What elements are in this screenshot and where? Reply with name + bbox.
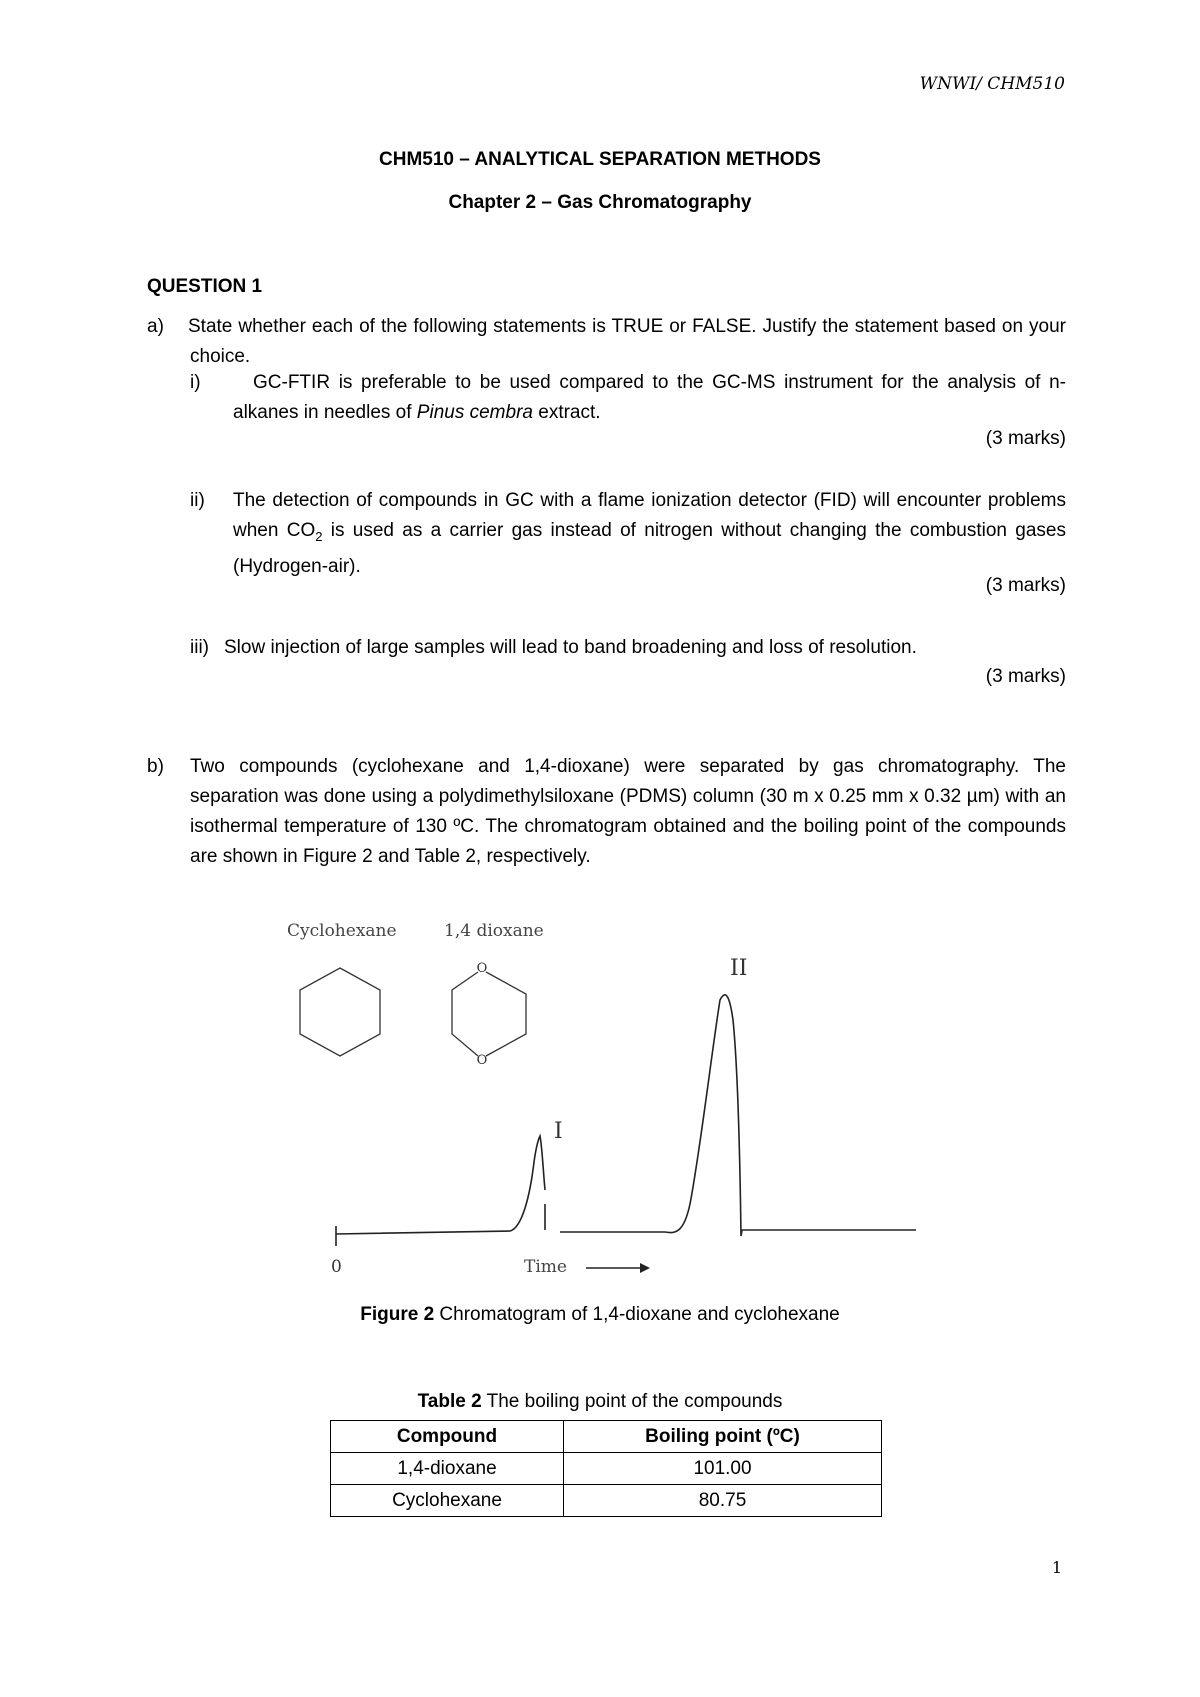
- item-iii-text: Slow injection of large samples will lead to band broadening and loss of resolution.: [224, 637, 917, 658]
- table-row: [331, 1453, 882, 1485]
- part-a-intro: State whether each of the following statements is TRUE or FALSE. Justify the statement based on your choice.: [188, 316, 1066, 367]
- table-header-compound: Compound: [331, 1421, 564, 1453]
- item-i-label: i): [190, 372, 201, 393]
- table-cell: 1,4-dioxane: [331, 1453, 564, 1485]
- arrow-head-icon: [640, 1263, 650, 1273]
- page-number: 1: [1051, 1558, 1062, 1577]
- item-ii-marks: (3 marks): [985, 575, 1066, 596]
- part-b-label: b): [147, 756, 164, 777]
- chromatogram-trace-2: [560, 995, 916, 1236]
- cyclohexane-structure: [300, 968, 380, 1056]
- chromatogram-figure: [0, 900, 1200, 1280]
- table-cell: 80.75: [564, 1485, 882, 1517]
- part-a-label: a): [147, 316, 164, 337]
- table-header-row: [331, 1421, 882, 1453]
- table-cell: Cyclohexane: [331, 1485, 564, 1517]
- item-iii-label: iii): [190, 637, 209, 658]
- figure-caption: Figure 2 Chromatogram of 1,4-dioxane and cyclohexane: [360, 1304, 840, 1325]
- item-i-text: GC-FTIR is preferable to be used compared to the GC-MS instrument for the analysis of n-alkanes in needles of Pinus cembra extract.: [233, 372, 1066, 423]
- peak-1-label: I: [554, 1119, 563, 1144]
- chromatogram-trace: [336, 1136, 545, 1234]
- dioxane-structure: [486, 972, 526, 1056]
- item-i-marks: (3 marks): [985, 428, 1066, 449]
- course-code-header: WNWI/ CHM510: [919, 74, 1065, 94]
- peak-2-label: II: [730, 956, 748, 981]
- table-cell: 101.00: [564, 1453, 882, 1485]
- part-b-text: Two compounds (cyclohexane and 1,4-dioxane) were separated by gas chromatography. The separation was done using a polydimethylsiloxane (PDMS) column (30 m x 0.25 mm x 0.32 µm) with an isothermal temperature of 130 ºC. The chromatogram obtained and the boiling point of the compounds are shown in Figure 2 and Table 2, respectively.: [190, 756, 1066, 867]
- item-iii-marks: (3 marks): [985, 666, 1066, 687]
- item-ii-text: The detection of compounds in GC with a flame ionization detector (FID) will encounter problems when $CO_2$ is used as a carrier gas instead of nitrogen without changing the combustion gases (Hydrogen-air).: [233, 490, 1066, 577]
- cyclohexane-label: Cyclohexane: [287, 921, 397, 941]
- table-header-boiling-point: Boiling point (ºC): [564, 1421, 882, 1453]
- oxygen-atom-bottom: O: [476, 1053, 488, 1068]
- axis-origin-label: 0: [331, 1257, 342, 1277]
- axis-time-label: Time: [524, 1257, 567, 1277]
- dioxane-label: 1,4 dioxane: [444, 921, 544, 941]
- table-caption: Table 2 The boiling point of the compounds: [417, 1391, 783, 1412]
- chapter-title: Chapter 2 – Gas Chromatography: [448, 192, 752, 213]
- boiling-point-table: [330, 1420, 882, 1517]
- oxygen-atom-top: O: [476, 961, 488, 976]
- document-title: CHM510 – ANALYTICAL SEPARATION METHODS: [379, 149, 821, 170]
- table-row: [331, 1485, 882, 1517]
- question-heading: QUESTION 1: [147, 276, 263, 297]
- item-ii-label: ii): [190, 490, 205, 511]
